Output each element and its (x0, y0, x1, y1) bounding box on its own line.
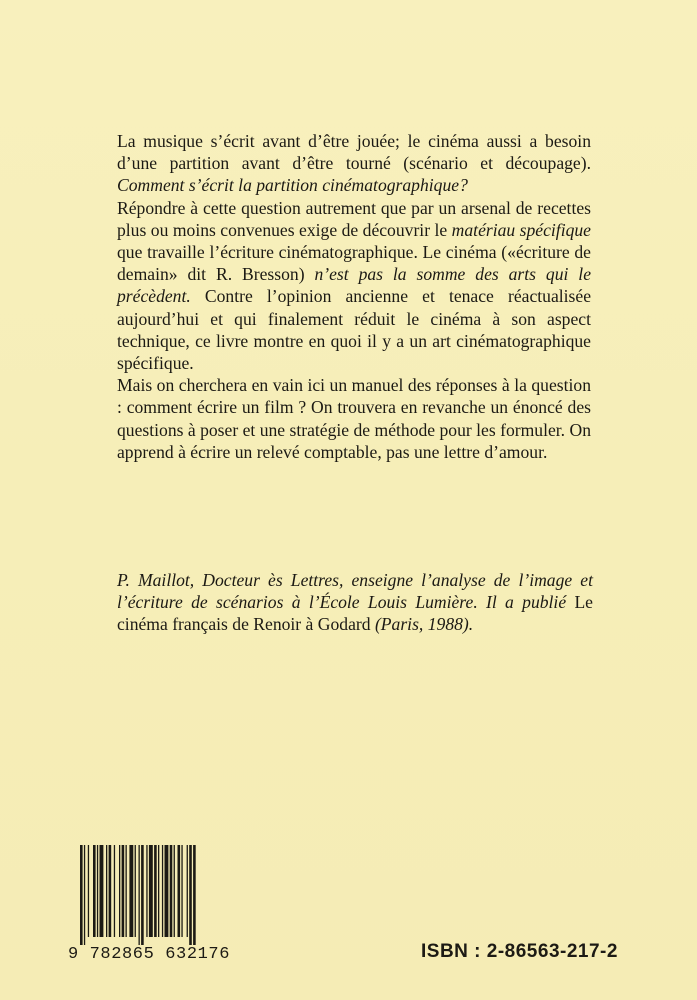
barcode-bar (109, 845, 112, 937)
barcode-bar (181, 845, 182, 937)
barcode-bar (189, 845, 192, 945)
blurb-p1-text: La musique s’écrit avant d’être jouée; le cinéma aussi a besoin d’une partition avant d’être tourné (scénario et découpage). (117, 131, 591, 174)
barcode-bar (193, 845, 196, 945)
barcode-bar (149, 845, 153, 937)
barcode-bar (158, 845, 159, 937)
blurb-p2-text-c: Contre l’opinion ancienne et tenace réactualisée aujourd’hui et qui finalement réduit le cinéma à son aspect technique, ce livre montre en quoi il y a un art cinématographique spécifique. (117, 286, 591, 374)
barcode-bar (165, 845, 169, 937)
barcode-bar (100, 845, 104, 937)
barcode-bar (93, 845, 96, 937)
barcode-image (80, 845, 233, 945)
barcode-bar (162, 845, 163, 937)
barcode-bar (174, 845, 175, 937)
blurb-paragraph-3 (117, 374, 591, 463)
blurb-p1-question: Comment s’écrit la partition cinématographique? (117, 175, 468, 196)
barcode-bar (119, 845, 120, 937)
barcode-block (68, 845, 238, 965)
author-bio-text: P. Maillot, Docteur ès Lettres, enseigne l’analyse de l’image et l’écriture de scénarios à l’École Louis Lumière. Il a publié (117, 570, 593, 613)
isbn-number: ISBN : 2-86563-217-2 (421, 941, 618, 962)
barcode-bar (106, 845, 107, 937)
blurb-p2-text-b: que travaille l’écriture cinématographique. Le cinéma («écriture de demain» dit R. Bresson) (117, 242, 591, 285)
barcode-bar (135, 845, 136, 937)
barcode-digits: 9 782865 632176 (68, 945, 231, 964)
barcode-bar (88, 845, 89, 937)
barcode-bar (80, 845, 83, 945)
barcode-bar (122, 845, 125, 937)
barcode-bar (129, 845, 133, 937)
author-previous-book-title: Le cinéma français de Renoir à Godard (117, 592, 593, 635)
blurb-p2-emphasis-a: matériau spécifique (451, 219, 591, 240)
barcode-bar (154, 845, 157, 937)
barcode-bar (170, 845, 173, 937)
barcode-bar (146, 845, 147, 937)
barcode-bar (97, 845, 98, 937)
author-bio (117, 569, 593, 636)
blurb-p2-text-a: Répondre à cette question autrement que par un arsenal de recettes plus ou moins convenues exige de découvrir le (117, 197, 591, 240)
blurb-paragraph-2 (117, 197, 591, 375)
blurb-paragraph-1 (117, 130, 591, 197)
barcode-bar (187, 845, 188, 937)
barcode-bar (84, 845, 85, 945)
barcode-bar (126, 845, 127, 937)
blurb-text (117, 130, 591, 463)
barcode-bar (178, 845, 181, 937)
barcode-bar (139, 845, 140, 945)
barcode-bar (114, 845, 115, 937)
barcode-bar (141, 845, 144, 945)
author-previous-book-details: (Paris, 1988). (374, 614, 474, 635)
blurb-p3-text: Mais on cherchera en vain ici un manuel des réponses à la question : comment écrire un film ? On trouvera en revanche un énoncé des questions à poser et une stratégie de méthode pour les formuler. On apprend à écrire un relevé comptable, pas une lettre d’amour. (117, 375, 591, 462)
blurb-p2-emphasis-b: n’est pas la somme des arts qui le précèdent. (117, 264, 591, 307)
